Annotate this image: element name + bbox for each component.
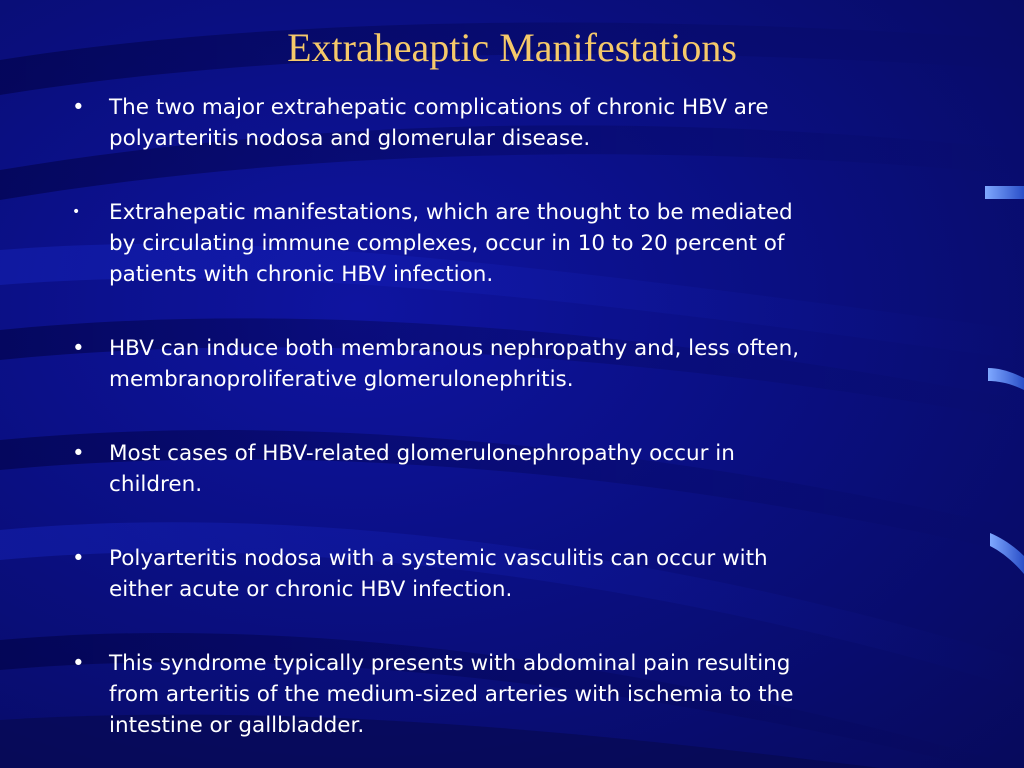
bullet-item bbox=[72, 92, 952, 154]
bullet-item bbox=[72, 543, 952, 605]
bullet-icon: • bbox=[72, 95, 85, 120]
bullet-item bbox=[72, 333, 952, 395]
bullet-icon: • bbox=[72, 336, 85, 361]
bullet-item bbox=[72, 197, 952, 290]
bullet-list bbox=[72, 92, 952, 768]
slide-title: Extraheaptic Manifestations bbox=[287, 25, 737, 70]
bullet-icon: • bbox=[72, 441, 85, 466]
bullet-text: This syndrome typically presents with abdominal pain resulting from arteritis of the medium-sized arteries with ischemia to the intestine or gallbladder. bbox=[109, 651, 794, 738]
bullet-item bbox=[72, 648, 952, 741]
bullet-text: HBV can induce both membranous nephropathy and, less often, membranoproliferative glomerulonephritis. bbox=[109, 336, 800, 392]
bullet-text: The two major extrahepatic complications of chronic HBV are polyarteritis nodosa and glomerular disease. bbox=[109, 95, 769, 151]
bullet-text: Most cases of HBV-related glomerulonephropathy occur in children. bbox=[109, 441, 735, 497]
bullet-icon: • bbox=[72, 204, 81, 220]
bullet-text: Extrahepatic manifestations, which are thought to be mediated by circulating immune complexes, occur in 10 to 20 percent of patients with chronic HBV infection. bbox=[109, 200, 793, 287]
bullet-icon: • bbox=[72, 651, 85, 676]
bullet-text: Polyarteritis nodosa with a systemic vasculitis can occur with either acute or chronic HBV infection. bbox=[109, 546, 768, 602]
bullet-item bbox=[72, 438, 952, 500]
bullet-icon: • bbox=[72, 546, 85, 571]
